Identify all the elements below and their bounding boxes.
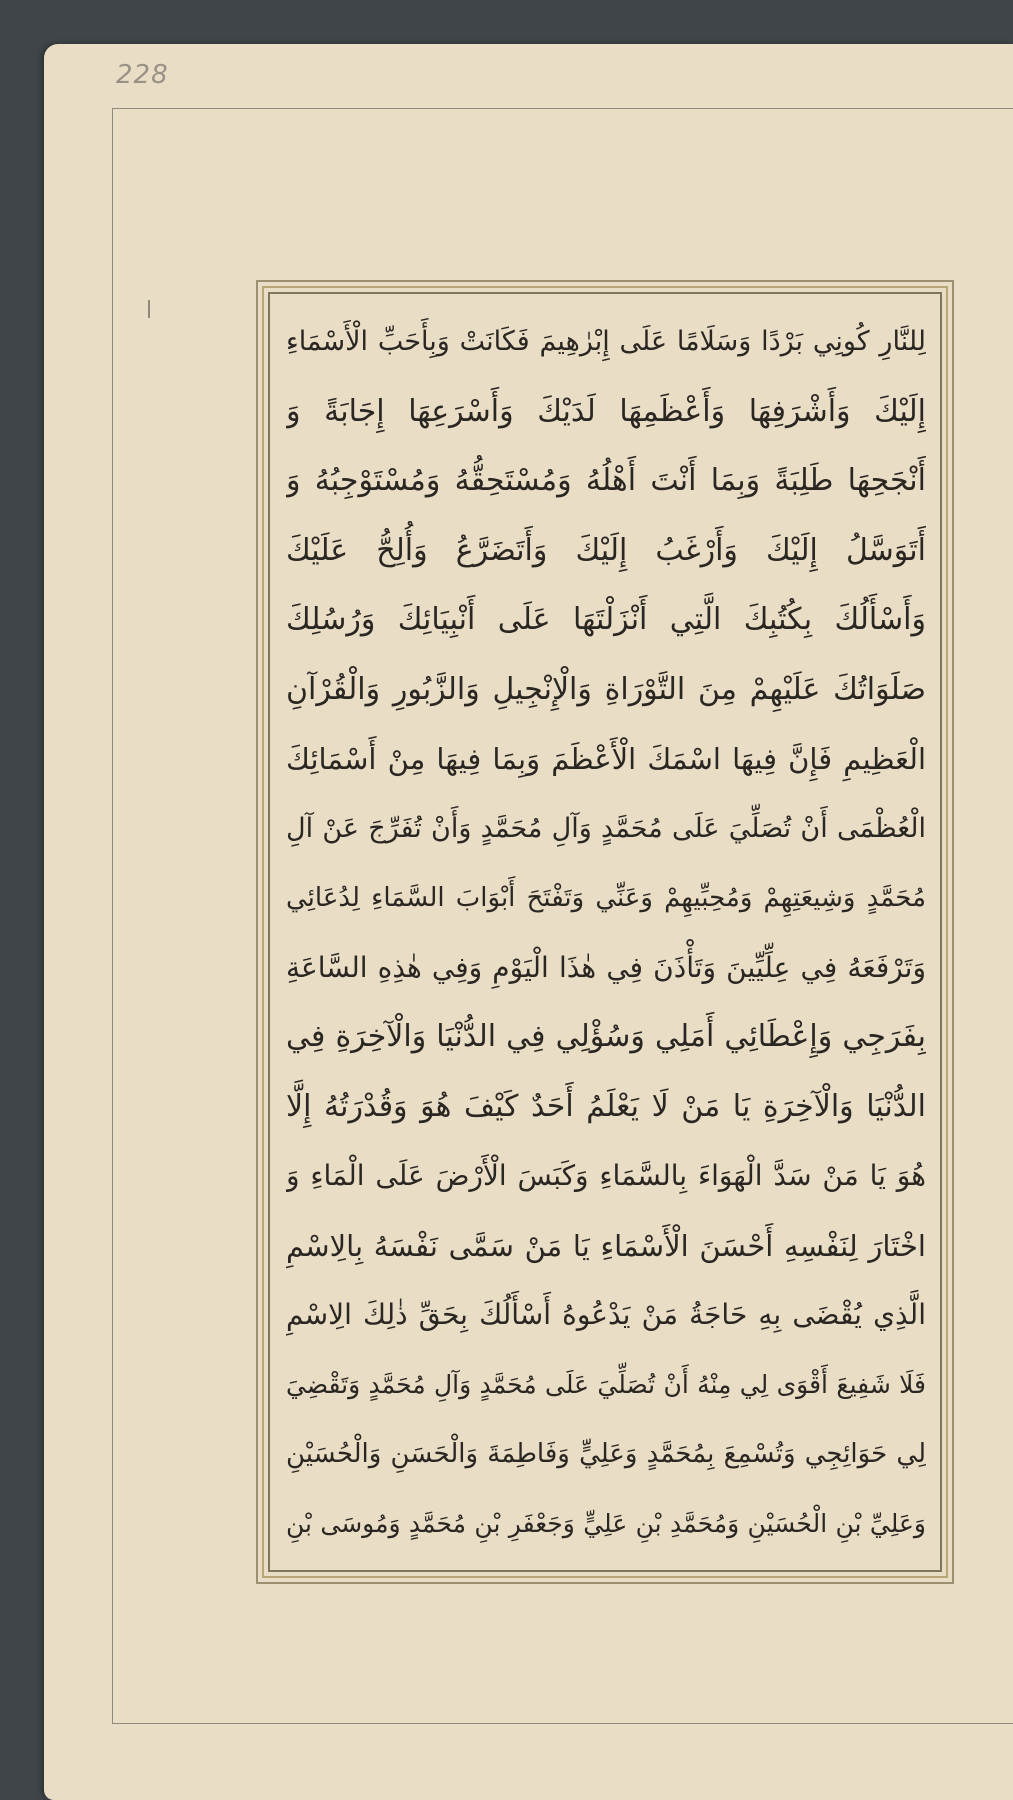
text-line: إِلَيْكَ وَأَشْرَفِهَا وَأَعْظَمِهَا لَدَيْكَ وَأَسْرَعِهَا إِجَابَةً وَ: [286, 393, 926, 429]
text-line: أَتَوَسَّلُ إِلَيْكَ وَأَرْغَبُ إِلَيْكَ وَأَتَضَرَّعُ وَأُلِحُّ عَلَيْكَ: [286, 532, 926, 568]
margin-mark: [148, 300, 150, 318]
text-block: [280, 304, 932, 1562]
text-line: وَتَرْفَعَهُ فِي عِلِّيِّينَ وَتَأْذَنَ فِي هٰذَا الْيَوْمِ وَفِي هٰذِهِ السَّاعَةِ: [286, 950, 926, 984]
folio-number: 228: [116, 60, 169, 90]
text-line: أَنْجَحِهَا طَلِبَةً وَبِمَا أَنْتَ أَهْلُهُ وَمُسْتَحِقُّهُ وَمُسْتَوْجِبُهُ وَ: [286, 463, 926, 499]
text-line: الَّذِي يُقْضَى بِهِ حَاجَةُ مَنْ يَدْعُوهُ أَسْأَلُكَ بِحَقِّ ذٰلِكَ الِاسْمِ: [286, 1298, 926, 1332]
text-line: مُحَمَّدٍ وَشِيعَتِهِمْ وَمُحِبِّيهِمْ وَعَنِّي وَتَفْتَحَ أَبْوَابَ السَّمَاءِ لِدُعَائِي: [286, 883, 926, 914]
text-line: وَأَسْأَلُكَ بِكُتُبِكَ الَّتِي أَنْزَلْتَهَا عَلَى أَنْبِيَائِكَ وَرُسُلِكَ: [286, 602, 926, 638]
text-line: الدُّنْيَا وَالْآخِرَةِ يَا مَنْ لَا يَعْلَمُ أَحَدٌ كَيْفَ هُوَ وَقُدْرَتُهُ إِلَّا: [286, 1088, 926, 1124]
text-line: بِفَرَجِي وَإِعْطَائِي أَمَلِي وَسُؤْلِي فِي الدُّنْيَا وَالْآخِرَةِ فِي: [286, 1019, 926, 1055]
text-line: الْعُظْمَى أَنْ تُصَلِّيَ عَلَى مُحَمَّدٍ وَآلِ مُحَمَّدٍ وَأَنْ تُفَرِّجَ عَنْ آلِ: [286, 812, 926, 844]
text-line: وَعَلِيِّ بْنِ الْحُسَيْنِ وَمُحَمَّدِ بْنِ عَلِيٍّ وَجَعْفَرِ بْنِ مُحَمَّدٍ وَمُوسَى بْنِ: [286, 1508, 926, 1538]
text-line: الْعَظِيمِ فَإِنَّ فِيهَا اسْمَكَ الْأَعْظَمَ وَبِمَا فِيهَا مِنْ أَسْمَائِكَ: [286, 742, 926, 777]
text-line: اخْتَارَ لِنَفْسِهِ أَحْسَنَ الْأَسْمَاءِ يَا مَنْ سَمَّى نَفْسَهُ بِالِاسْمِ: [286, 1228, 926, 1263]
text-line: لِي حَوَائِجِي وَتُسْمِعَ بِمُحَمَّدٍ وَعَلِيٍّ وَفَاطِمَةَ وَالْحَسَنِ وَالْحُسَيْنِ: [286, 1439, 926, 1470]
text-line: لِلنَّارِ كُونِي بَرْدًا وَسَلَامًا عَلَى إِبْرٰهِيمَ فَكَانَتْ وَبِأَحَبِّ الْأَسْمَاءِ: [286, 326, 926, 357]
text-line: فَلَا شَفِيعَ أَقْوَى لِي مِنْهُ أَنْ تُصَلِّيَ عَلَى مُحَمَّدٍ وَآلِ مُحَمَّدٍ وَتَقْضِيَ: [286, 1369, 926, 1399]
text-line: صَلَوَاتُكَ عَلَيْهِمْ مِنَ التَّوْرَاةِ وَالْإِنْجِيلِ وَالزَّبُورِ وَالْقُرْآنِ: [286, 671, 926, 707]
text-line: هُوَ يَا مَنْ سَدَّ الْهَوَاءَ بِالسَّمَاءِ وَكَبَسَ الْأَرْضَ عَلَى الْمَاءِ وَ: [286, 1159, 926, 1193]
